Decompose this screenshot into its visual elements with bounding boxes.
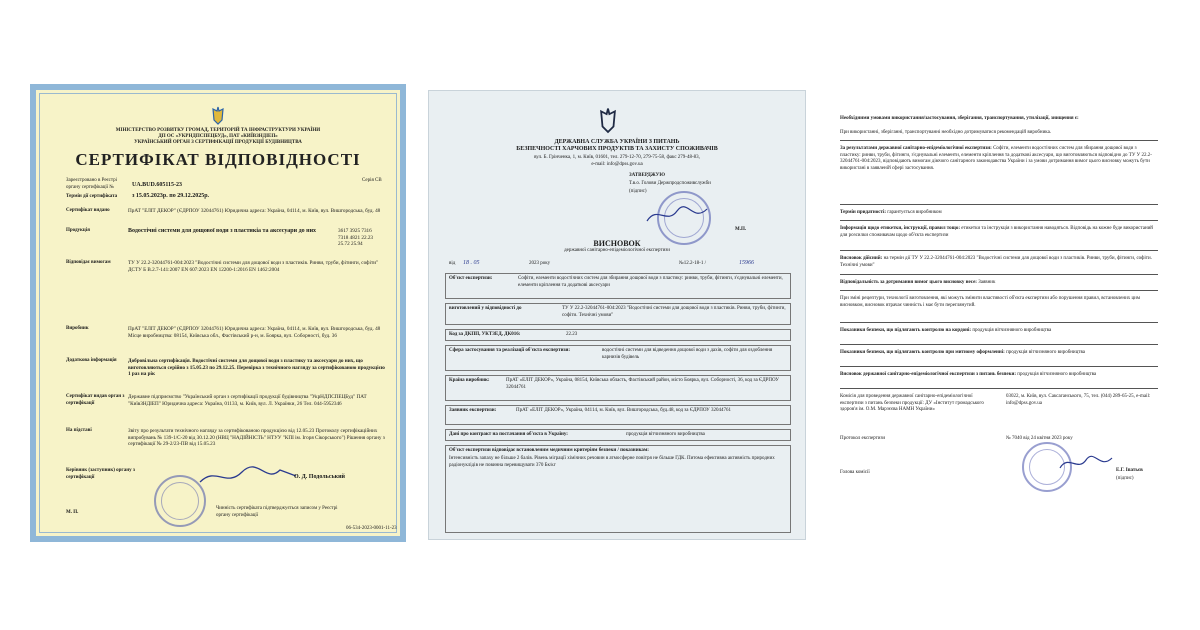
head-name: Е.Г. Іпатьєв xyxy=(1116,468,1143,473)
date-value: 18 . 05 xyxy=(463,260,480,266)
conditions-document xyxy=(826,90,1172,540)
issuing-body-row xyxy=(66,394,386,407)
result-text: Софіти, елементи водостічних систем для збирання дощової води з пластику: ринви, труби, фітинги, з'єднувальні елементи, елементи кріплення та додаткові аксесуари, що виготовляються відповідно до ТУ У 22.2-32044761-004:2023, відповідають вимогам діючого санітарного законодавства України і за умови дотримання вимог цього висновку можуть бути використані в заявленій сфері застосування. xyxy=(840,146,1152,171)
ministry-line: МІНІСТЕРСТВО РОЗВИТКУ ГРОМАД, ТЕРИТОРІЙ ТА ІНФРАСТРУКТУРИ УКРАЇНИ xyxy=(115,128,321,133)
responsibility-label: Відповідальність за дотримання вимог цього висновку несе: xyxy=(840,280,977,285)
field-label: Об'єкт експертизи відповідає встановленим медичним критеріям безпеки / показникам: xyxy=(449,448,649,453)
divider xyxy=(840,388,1158,389)
divider xyxy=(840,274,1158,275)
protocol-label: Протокол експертизи xyxy=(840,436,886,441)
approve-mp: М.П. xyxy=(735,227,747,232)
head-label: Голова комісії xyxy=(840,470,870,475)
conclusion-document xyxy=(428,90,806,540)
head-name: О. Д. Подольський xyxy=(294,474,345,480)
row-label: На підставі xyxy=(66,428,92,433)
row-label: Продукція xyxy=(66,228,90,233)
registry-label: Зареєстровано в Реєстрі органу сертифікації № xyxy=(66,178,118,190)
agency-address: вул. Б. Грінченка, 1, м. Київ, 01601, тел. 279-12-70, 279-75-58, факс 279-48-83, xyxy=(534,155,700,160)
field-standard xyxy=(445,303,791,325)
responsibility-value: Заявник xyxy=(978,280,996,285)
conclusion-title: ВИСНОВОК xyxy=(593,239,641,248)
info-value: етикетки та інструкція з використання наводяться. Відповідь на кожне буде використаний для розсилки споживачам щодо об'єкта експертизи xyxy=(840,226,1153,238)
responsibility-block xyxy=(840,280,1158,287)
row-value: ПрАТ "ЕЛІТ ДЕКОР" (ЄДРПОУ 32044761) Юридична адреса: Україна, 04114, м. Київ, вул. Вишгородська, буд. 48 Місце виробництва: 08154, Київська обл., Фастівський р-н, м. Боярка, вул. Соборності, буд. 36 xyxy=(128,326,381,339)
commission-right: 03022, м. Київ, вул. Саксаганського, 75, тел. (044) 289-65-25, e-mail: info@dpss.gov.ua xyxy=(1006,394,1151,406)
divider xyxy=(840,204,1158,205)
registry-label: Висновок державної санітарно-епідеміологічної експертизи з питань безпеки: xyxy=(840,372,1017,377)
field-criteria xyxy=(445,445,791,533)
approve-signature-note: (підпис) xyxy=(629,189,647,194)
field-applicant xyxy=(445,405,791,425)
row-value: Водостічні системи для дощової води з пластикіа та аксесуари до них xyxy=(128,228,317,234)
registry-block xyxy=(840,372,1158,379)
field-value: ПрАТ «ЕЛІТ ДЕКОР», Україна, 08154, Київська область, Фастівський район, місто Боярка, вул. Соборності, 36, код за ЄДРПОУ 32044761 xyxy=(506,378,779,390)
product-codes: 3617 3925 7316 7318 4821 22.23 25.72 25.94 xyxy=(338,228,374,247)
field-value: водостічні системи для відведення дощової води з дахів, софіти для оздоблення карнизів будівель xyxy=(602,348,773,360)
agency-email: e-mail: info@dpss.gov.ua xyxy=(591,162,643,167)
head-label: Керівник (заступник) органу з сертифікації xyxy=(66,468,135,480)
divider xyxy=(840,344,1158,345)
manufacturer-row xyxy=(66,326,386,339)
divider xyxy=(840,250,1158,251)
field-contract xyxy=(445,429,791,441)
trident-emblem-icon xyxy=(597,107,619,135)
field-value: продукція вітчизняного виробництва xyxy=(626,432,705,437)
row-label: Сертифікат видав орган з сертифікації xyxy=(66,394,125,406)
field-label: виготовлений у відповідності до xyxy=(449,306,522,311)
row-value: Звіту про результати технічного нагляду за сертифікованою продукцією від 12.05.23 Протоколу сертифікаційних випробувань № 139-1/С-20 від 30.12.20 (НВЦ "НАДІЙНІСТЬ" НТУУ "КПІ ім. Ігоря Сікорського") Рішення органу з сертифікації № 29-2/23-ПВ від 15.05.23 xyxy=(128,428,385,447)
valid-block xyxy=(840,256,1158,269)
additional-info-row xyxy=(66,358,386,378)
row-label: Відповідає вимогам xyxy=(66,260,111,265)
row-label: Сертифікат видано xyxy=(66,208,110,213)
valid-value: на термін дії ТУ У 22.2-32044761-004:2023 "Водостічні системи для дощової води з пластиків. Ринви, труби, фітинги, софіти. Технічні умови" xyxy=(840,256,1152,268)
number-prefix: №12.2-18-1 / xyxy=(679,261,706,266)
conclusion-subtitle: державної санітарно-епідеміологічної експертизи xyxy=(564,248,670,253)
commission-signature xyxy=(1056,452,1116,474)
field-code xyxy=(445,329,791,341)
monitor-label: Показники безпеки, що підлягають контролю на кордоні: xyxy=(840,328,972,333)
field-label: Дані про контракт на постачання об'єкта в Україну: xyxy=(449,432,568,437)
row-value: Державне підприємство "Український орган з сертифікації продукції будівництва "УкрНДПСПЕЦБуд" ПАТ "КиївЗНДІЕП" Юридична адреса: Україна, 01133, м. Київ, вул. Л. Українки, 26 Тел. 044-5952346 xyxy=(128,394,367,407)
date-year: 2023 року xyxy=(529,261,551,266)
info-block xyxy=(840,226,1158,239)
field-object xyxy=(445,273,791,299)
monitor2-value: продукція вітчизняного виробництва xyxy=(1006,350,1085,355)
storage-text: При використанні, зберіганні, транспортуванні необхідно дотримуватися рекомендацій виробника. xyxy=(840,130,1052,135)
withdraw-text: При зміні рецептури, технології виготовлення, які можуть змінити властивості об'єкта експертизи або порушення правил, встановлених цим висновком, висновок втрачає чинність і має бути переглянутий. xyxy=(840,296,1141,308)
series-label: Серія СВ xyxy=(362,178,382,183)
field-value: 22.23 xyxy=(566,332,578,337)
signature-note: (підпис) xyxy=(1116,476,1134,481)
field-label: Об'єкт експертизи: xyxy=(449,276,493,281)
row-value: Добровільна сертифікація. Водостічні системи для дощової води з пластику та аксесуари до них, що виготовляються серійно з 15.05.23 по 29.12.25. Перевірка з технічного нагляду за сертифікованою продукцією 1 раз на рік xyxy=(128,358,385,377)
field-label: Сфера застосування та реалізації об'єкта експертизи: xyxy=(449,348,571,353)
system-line: УКРАЇНСЬКИЙ ОРГАН З СЕРТИФІКАЦІЇ ПРОДУКЦІЇ БУДІВНИЦТВА xyxy=(134,140,302,145)
term-block xyxy=(840,210,1158,217)
registry-number: UA.BUD.605115-23 xyxy=(132,182,183,188)
divider xyxy=(840,220,1158,221)
storage-label: Необхідними умовами використання/застосування, зберігання, транспортування, утилізації, знищення є: xyxy=(840,116,1079,121)
row-label: Додаткова інформація xyxy=(66,358,117,363)
footer-note: Чинність сертифіката підтверджується записом у Реєстрі органу сертифікації xyxy=(216,506,338,518)
certificate-document xyxy=(30,84,406,542)
certificate-stamp xyxy=(154,475,206,527)
mp-label: М. П. xyxy=(66,510,79,515)
result-block xyxy=(840,146,1158,172)
approve-text: Т.в.о. Голови Держпродспоживслужби xyxy=(629,181,711,186)
field-value: Софіти, елементи водостічних систем для збирання дощової води з пластику: ринви, труби, фітинги, з'єднувальні елементи, елементи кріплення та додаткові аксесуари xyxy=(518,276,783,288)
commission-left: Комісія для проведення державної санітарно-епідеміологічної експертизи з питань безпеки продукції: ДУ «Інститут громадського здоров'я ім. О.М. Марзєєва НАМН України» xyxy=(840,394,984,412)
monitor2-block xyxy=(840,350,1158,357)
divider xyxy=(840,290,1158,291)
field-scope xyxy=(445,345,791,371)
term-value: гарантується виробником xyxy=(887,210,942,215)
enterprise-line: ДП ОС «УКРНДПСПЕЦБУД», ПАТ «КИЇВЗНДІЕП» xyxy=(158,134,278,139)
field-label: Країна виробник: xyxy=(449,378,490,383)
divider xyxy=(840,322,1158,323)
valid-label: Висновок дійсний: xyxy=(840,256,883,261)
protocol-value: № 7040 від 24 квітня 2023 року xyxy=(1006,436,1073,441)
divider xyxy=(840,366,1158,367)
requirements-row xyxy=(66,260,386,273)
result-label: За результатами державної санітарно-епідеміологічної експертизи: xyxy=(840,146,992,151)
issued-to-row xyxy=(66,208,386,215)
field-label: Заявник експертизи: xyxy=(449,408,497,413)
footer-code: 06-534-2023-0001-11-23 xyxy=(346,526,397,531)
term-label: Термін придатності: xyxy=(840,210,887,215)
monitor-block xyxy=(840,328,1158,335)
monitor2-label: Показники безпеки, що підлягають контролю при митному оформленні: xyxy=(840,350,1005,355)
approve-label: ЗАТВЕРДЖУЮ xyxy=(629,173,665,178)
head-signature xyxy=(196,462,306,490)
approve-signature xyxy=(643,203,713,227)
validity-label: Термін дії сертифіката xyxy=(66,194,118,199)
field-value: Інтенсивність запаху не більше 2 балів. Рівень міграції хімічних речовин в атмосферне повітря не більше ГДК. Питома ефективна активність природних радіонуклідів не повинна перевищувати 370 Бк/кг xyxy=(449,456,775,468)
trident-emblem-icon xyxy=(210,106,226,126)
monitor-value: продукція вітчизняного виробництва xyxy=(972,328,1052,333)
field-label: Код за ДКПП, УКТЗЕД, ДК016: xyxy=(449,332,521,337)
product-row xyxy=(66,228,386,248)
basis-row xyxy=(66,428,386,448)
row-value: ТУ У 22.2-32044761-004:2023 "Водостічні системи для дощової води з пластиків. Ринви, труби, фітинги, софіти" ДСТУ Б В.2.7-141:2007 EN 607:2023 EN 12200-1:2016 EN 1462:2004 xyxy=(128,260,379,273)
registry-value: продукція вітчизняного виробництва xyxy=(1017,372,1097,377)
field-value: ТУ У 22.2-32044761-004:2023 "Водостічні системи для дощової води з пластиків. Ринви, труби, фітинги, софіти. Технічні умови" xyxy=(562,306,786,318)
divider xyxy=(840,140,1158,141)
agency-line-1: ДЕРЖАВНА СЛУЖБА УКРАЇНИ З ПИТАНЬ xyxy=(554,139,680,145)
agency-line-2: БЕЗПЕЧНОСТІ ХАРЧОВИХ ПРОДУКТІВ ТА ЗАХИСТУ СПОЖИВАЧІВ xyxy=(516,146,718,152)
date-prefix: від xyxy=(449,261,456,266)
field-value: ПрАТ «ЕЛІТ ДЕКОР», Україна, 04114, м. Київ, вул. Вишгородська, буд.48, код за ЄДРПОУ 32044761 xyxy=(516,408,731,413)
number-value: 15966 xyxy=(739,260,754,266)
row-value: ПрАТ "ЕЛІТ ДЕКОР" (ЄДРПОУ 32044761) Юридична адреса: Україна, 04114, м. Київ, вул. Вишгородська, буд. 48 xyxy=(128,208,381,214)
field-country xyxy=(445,375,791,401)
certificate-title: СЕРТИФІКАТ ВІДПОВІДНОСТІ xyxy=(75,150,361,169)
row-label: Виробник xyxy=(66,326,89,331)
info-label: Інформація щодо етикетки, інструкції, правил тощо: xyxy=(840,226,961,231)
validity-value: з 15.05.2023р. по 29.12.2025р. xyxy=(132,193,210,199)
